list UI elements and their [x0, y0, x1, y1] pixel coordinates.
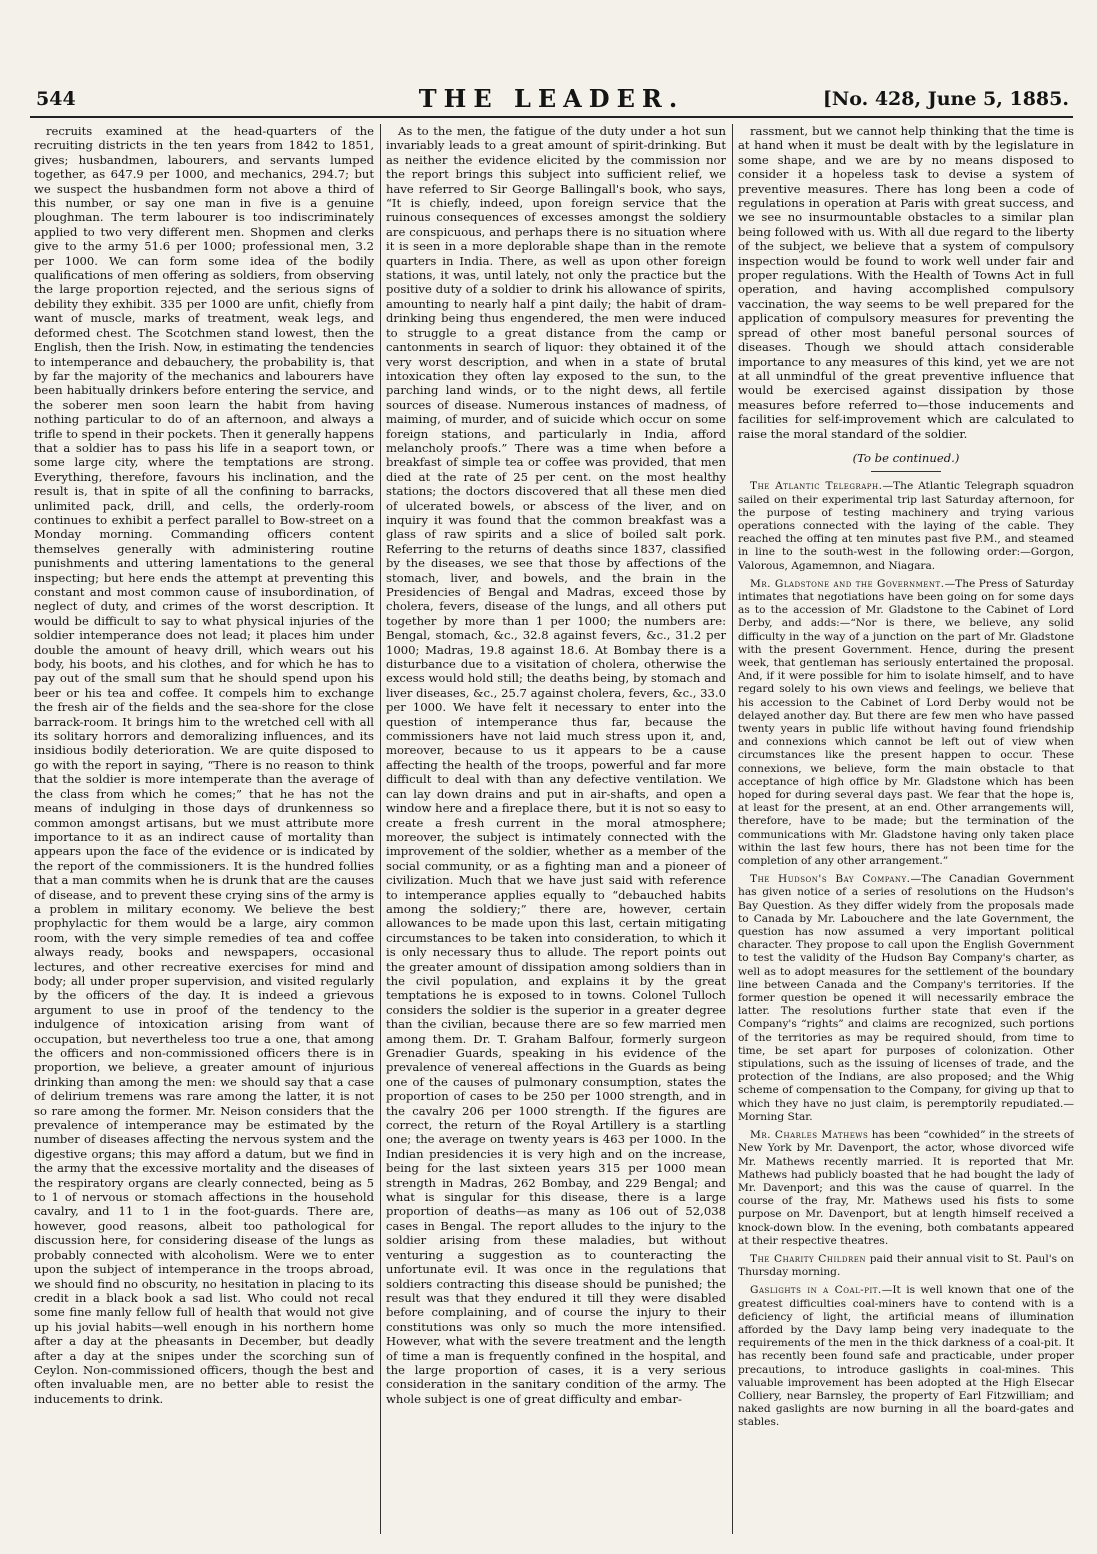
masthead: THE LEADER.: [418, 84, 685, 113]
news-item: [738, 1129, 1074, 1248]
article-paragraph: recruits examined at the head-quarters of the recruiting districts in the ten years from 1842 to 1851, gives; husbandmen, labourers, and servants lumped together, as 647.9 per 1000, and mechanics, 294.7; but we suspect the husbandmen form not above a third of this number, or say one man in five is a genuine ploughman. The term labourer is too indiscriminately applied to two very different men. Shopmen and clerks give to the army 51.6 per 1000; professional men, 3.2 per 1000. We can form some idea of the bodily qualifications of men offering as soldiers, from observing the large proportion rejected, and the serious signs of debility they exhibit. 335 per 1000 are unfit, chiefly from want of muscle, marks of treatment, weak legs, and deformed chest. The Scotchmen stand lowest, then the English, then the Irish. Now, in estimating the tendencies to intemperance and debauchery, the probability is, that by far the majority of the mechanics and labourers have been habitually drinkers before entering the service, and the soberer men soon learn the habit from having nothing particular to do of an afternoon, and always a trifle to spend in their pockets. Then it generally happens that a soldier has to pass his life in a seaport town, or some large city, where the temptations are strong. Everything, therefore, favours his inclination, and the result is, that in spite of all the confining to barracks, unlimited pack, drill, and cells, the orderly-room continues to exhibit a perfect parallel to Bow-street on a Monday morning. Commanding officers content themselves generally with administering routine punishments and uttering lamentations to the general inspecting; but here ends the attempt at preventing this constant and most common cause of insubordination, of neglect of duty, and crimes of the worst description. It would be difficult to say to what physical injuries of the soldier intemperance does not lead; it places him under double the amount of heavy drill, which wears out his body, his boots, and his clothes, and for which he has to pay out of the small sum that he should spend upon his beer or his tea and coffee. It compels him to exchange the fresh air of the fields and the sea-shore for the close barrack-room. It brings him to the wretched cell with all its solitary horrors and demoralizing influences, and its insidious bodily deterioration. We are quite disposed to go with the report in saying, “There is no reason to think that the soldier is more intemperate than the average of the class from which he comes;” that he has not the means of indulging in those days of drunkenness so common amongst artisans, but we must attribute more importance to it as an indirect cause of mortality than appears upon the face of the evidence or is indicated by the report of the commissioners. It is the hundred follies that a man commits when he is drunk that are the causes of disease, and to prevent these crying sins of the army is a problem in military economy. We believe the best prophylactic for them would be a large, airy common room, with the very simple remedies of tea and coffee always ready, books and newspapers, occasional lectures, and other recreative exercises for mind and body; all under proper supervision, and visited regularly by the officers of the day. It is indeed a grievous argument to use in proof of the tendency to the indulgence of intoxication arising from want of occupation, but nevertheless too true a one, that among the officers and non-commissioned officers there is in proportion, we believe, a greater amount of injurious drinking than among the men: we should say that a case of delirium tremens was rare among the latter, it is not so rare among the former. Mr. Neison considers that the prevalence of intemperance may be estimated by the number of diseases affecting the nervous system and the digestive organs; this may afford a datum, but we find in the army that the excessive mortality and the diseases of the respiratory organs are clearly connected, being as 5 to 1 of nervous or stomach affections in the household cavalry, and 11 to 1 in the foot-guards. There are, however, good reasons, albeit too pathological for discussion here, for considering disease of the lungs as probably connected with alcoholism. Were we to enter upon the subject of intemperance in the troops abroad, we should find no obscurity, no hesitation in placing to its credit in a black book a sad list. Who could not recal some fine manly fellow full of health that would not give up his jovial habits—well enough in his northern home after a day at the pheasants in December, but deadly after a day at the snipes under the scorching sun of Ceylon. Non-commissioned officers, though the best and often invaluable men, are no better able to resist the inducements to drink.: [34, 124, 374, 1406]
news-item-head: The Charity Children: [750, 1252, 867, 1265]
news-item-head: Mr. Charles Mathews: [750, 1129, 869, 1142]
news-item-body: —The Canadian Government has given notice of a series of resolutions on the Hudson's Bay Question. As they differ widely from the proposals made to Canada by Mr. Labouchere and the late Government, the question has now assumed a very important political character. They propose to call upon the English Government to test the validity of the Hudson Bay Company's charter, as well as to adopt measures for the settlement of the boundary line between Canada and the Company's territories. If the former question be opened it will necessarily embrace the latter. The resolutions further state that even if the Company's “rights” and claims are recognized, such portions of the territories as may be required should, from time to time, be set apart for purposes of colonization. Other stipulations, such as the issuing of licenses of trade, and the protection of the Indians, are also proposed; and the Whig scheme of compensation to the Company, for giving up that to which they have no just claim, is peremptorily repudiated.—Morning Star.: [738, 873, 1074, 1123]
to-be-continued: (To be continued.): [852, 450, 960, 465]
column-rule: [380, 124, 381, 1534]
news-item-head: Mr. Gladstone and the Government.: [750, 577, 945, 590]
news-item-head: The Hudson's Bay Company.: [750, 873, 911, 886]
article-paragraph: As to the men, the fatigue of the duty under a hot sun invariably leads to a great amount of spirit-drinking. But as neither the evidence elicited by the commission nor the report brings this subject into sufficient relief, we have referred to Sir George Ballingall's book, who says, “It is chiefly, indeed, upon foreign service that the ruinous consequences of excesses amongst the soldiery are conspicuous, and perhaps there is no situation where it is seen in a more deplorable shape than in the remote quarters in India. There, as well as upon other foreign stations, it was, until lately, not only the practice but the positive duty of a soldier to drink his allowance of spirits, amounting to nearly half a pint daily; the habit of dram-drinking being thus engendered, the men were induced to struggle to a great distance from the camp or cantonments in search of liquor: they obtained it of the very worst description, and when in a state of brutal intoxication they often lay exposed to the sun, to the parching land winds, or to the night dews, all fertile sources of disease. Numerous instances of madness, of maiming, of murder, and of suicide which occur on some foreign stations, and particularly in India, afford melancholy proofs.” There was a time when before a breakfast of simple tea or coffee was provided, that men died at the rate of 25 per cent. on the most healthy stations; the doctors discovered that all these men died of ulcerated bowels, or abscess of the liver, and on inquiry it was found that the common breakfast was a glass of raw spirits and a slice of boiled salt pork. Referring to the returns of deaths since 1837, classified by the diseases, we see that those by affections of the stomach, liver, and bowels, and the brain in the Presidencies of Bengal and Madras, exceed those by cholera, fevers, disease of the lungs, and all others put together by more than 1 per 1000; the numbers are: Bengal, stomach, &c., 32.8 against fevers, &c., 31.2 per 1000; Madras, 19.8 against 18.6. At Bombay there is a disturbance due to a visitation of cholera, otherwise the excess would hold still; the deaths being, by stomach and liver diseases, &c., 25.7 against cholera, fevers, &c., 33.0 per 1000. We have felt it necessary to enter into the question of intemperance thus far, because the commissioners have not laid much stress upon it, and, moreover, because to us it appears to be a cause affecting the health of the troops, powerful and far more difficult to deal with than any defective ventilation. We can lay down drains and put in air-shafts, and open a window here and a fireplace there, but it is not so easy to create a fresh current in the moral atmosphere; moreover, the subject is intimately connected with the improvement of the soldier, whether as a member of the social community, or as a fighting man and a pioneer of civilization. Much that we have just said with reference to intemperance applies equally to “debauched habits among the soldiery;” there are, however, certain allowances to be made upon this last, certain mitigating circumstances to be taken into consideration, to which it is only necessary thus to allude. The report points out the greater amount of dissipation among soldiers than in the civil population, and explains it by the great temptations he is exposed to in towns. Colonel Tulloch considers the soldier is the superior in a greater degree than the civilian, because there are so few married men among them. Dr. T. Graham Balfour, formerly surgeon Grenadier Guards, speaking in his evidence of the prevalence of venereal affections in the Guards as being one of the causes of pulmonary consumption, states the proportion of cases to be 250 per 1000 strength, and in the cavalry 206 per 1000 strength. If the figures are correct, the return of the Royal Artillery is a startling one; the average on twenty years is 463 per 1000. In the Indian presidencies it is very high and on the increase, being for the last sixteen years 315 per 1000 mean strength in Madras, 262 Bombay, and 229 Bengal; and what is singular for this disease, there is a large proportion of deaths—as many as 106 out of 52,038 cases in Bengal. The report alludes to the injury to the soldier arising from these maladies, but without venturing a suggestion as to counteracting the unfortunate evil. It was once in the regulations that soldiers contracting this disease should be punished; the result was that they endured it till they were disabled before complaining, and of course the injury to their constitutions was only so much the more intensified. However, what with the severe treatment and the length of time a man is frequently confined in the hospital, and the large proportion of cases, it is a very serious consideration in the sanitary condition of the army. The whole subject is one of great difficulty and embar-: [386, 124, 726, 1406]
news-item: [738, 1284, 1074, 1429]
column-3: [738, 124, 1074, 1534]
issue-line: [No. 428, June 5, 1885.: [822, 88, 1069, 110]
article-paragraph: rassment, but we cannot help thinking that the time is at hand when it must be dealt with by the legislature in some shape, and we are by no means disposed to consider it a hopeless task to devise a system of preventive measures. There has long been a code of regulations in operation at Paris with great success, and we see no insurmountable obstacles to a similar plan being followed with us. With all due regard to the liberty of the subject, we believe that a system of compulsory inspection would be found to work well under fair and proper regulations. With the Health of Towns Act in full operation, and having accomplished compulsory vaccination, the way seems to be well prepared for the application of compulsory measures for preventing the spread of other most baneful personal sources of diseases. Though we should attach considerable importance to any measures of this kind, yet we are not at all unmindful of the great preventive influence that would be exercised against dissipation by those measures before referred to—those inducements and facilities for self-improvement which are calculated to raise the moral standard of the soldier.: [738, 124, 1074, 441]
page-header: [30, 82, 1073, 118]
news-item-head: Gaslights in a Coal-pit.: [750, 1284, 882, 1297]
section-divider: [871, 471, 941, 472]
news-item-body: —The Atlantic Telegraph squadron sailed on their experimental trip last Saturday afternoon, for the purpose of testing machinery and trying various operations connected with the laying of the cable. They reached the offing at ten minutes past five P.M., and steamed in line to the south-west in the following order:—Gorgon, Valorous, Agamemnon, and Niagara.: [738, 480, 1074, 572]
column-1: [34, 124, 374, 1534]
news-item: [738, 873, 1074, 1124]
news-item: [738, 480, 1074, 572]
news-item-body: —It is well known that one of the greatest difficulties coal-miners have to contend with is a deficiency of light, the artificial means of illumination afforded by the Davy lamp being very inadequate to the requirements of the men in the thick darkness of a coal-pit. It has recently been found safe and practicable, under proper precautions, to introduce gaslights in coal-mines. This valuable improvement has been adopted at the High Elsecar Colliery, near Barnsley, the property of Earl Fitzwilliam; and naked gaslights are now burning in all the board-gates and stables.: [738, 1284, 1074, 1429]
news-item-body: has been “cowhided” in the streets of New York by Mr. Davenport, the actor, whose divorced wife Mr. Mathews recently married. It is reported that Mr. Mathews had publicly boasted that he had bought the lady of Mr. Davenport; and this was the cause of quarrel. In the course of the fray, Mr. Mathews used his fists to some purpose on Mr. Davenport, but at length himself received a knock-down blow. In the evening, both combatants appeared at their respective theatres.: [738, 1129, 1074, 1247]
page-number: 544: [36, 88, 76, 110]
column-2: [386, 124, 726, 1534]
news-item-body: paid their annual visit to St. Paul's on Thursday morning.: [738, 1252, 1074, 1279]
news-item-body: —The Press of Saturday intimates that negotiations have been going on for some days as to the accession of Mr. Gladstone to the Cabinet of Lord Derby, and adds:—“Nor is there, we believe, any solid difficulty in the way of a junction on the part of Mr. Gladstone with the present Government. Hence, during the present week, that gentleman has seriously entertained the proposal. And, if it were possible for him to isolate himself, and to have regard solely to his own views and feelings, we believe that his accession to the Cabinet of Lord Derby would not be delayed another day. But there are few men who have passed twenty years in public life without having found friendship and connexions which cannot be left out of view when circumstances like the present happen to occur. These connexions, we believe, form the main obstacle to that acceptance of high office by Mr. Gladstone which has been hoped for during several days past. We fear that the hope is, at least for the present, at an end. Other arrangements will, therefore, have to be made; but the termination of the communications with Mr. Gladstone having only taken place within the last few hours, there has not been time for the completion of any other arrangement.”: [738, 577, 1074, 868]
column-rule: [732, 124, 733, 1534]
news-item-head: The Atlantic Telegraph.: [750, 480, 883, 493]
news-item: [738, 578, 1074, 868]
news-item: [738, 1253, 1074, 1279]
